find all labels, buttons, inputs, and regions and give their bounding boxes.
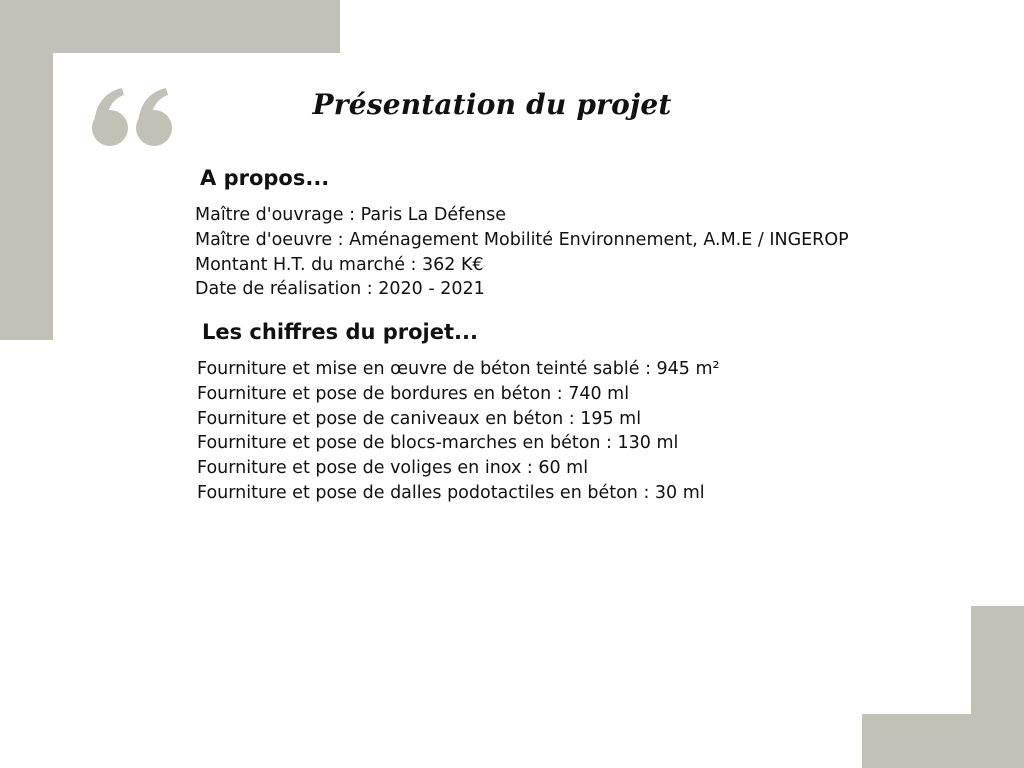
list-item: Fourniture et pose de dalles podotactiles en béton : 30 ml (197, 482, 705, 503)
list-item: Montant H.T. du marché : 362 K€ (195, 254, 484, 275)
list-item: Maître d'ouvrage : Paris La Défense (195, 205, 506, 225)
about-list (195, 203, 849, 302)
list-item: Date de réalisation : 2020 - 2021 (195, 279, 485, 300)
list-item: Fourniture et mise en œuvre de béton teinté sablé : 945 m² (197, 359, 720, 379)
list-item: Maître d'oeuvre : Aménagement Mobilité Environnement, A.M.E / INGEROP (195, 229, 849, 250)
figures-list (197, 357, 720, 506)
decorative-left-bar (0, 0, 53, 340)
about-heading: A propos... (200, 166, 330, 190)
list-item: Fourniture et pose de blocs-marches en béton : 130 ml (197, 433, 679, 454)
list-item: Fourniture et pose de caniveaux en béton : 195 ml (197, 408, 642, 429)
page-title: Présentation du projet (312, 88, 672, 121)
figures-heading: Les chiffres du projet... (202, 320, 478, 344)
decorative-right-bar (971, 606, 1024, 768)
list-item: Fourniture et pose de voliges en inox : 60 ml (197, 458, 589, 479)
list-item: Fourniture et pose de bordures en béton : 740 ml (197, 383, 630, 404)
